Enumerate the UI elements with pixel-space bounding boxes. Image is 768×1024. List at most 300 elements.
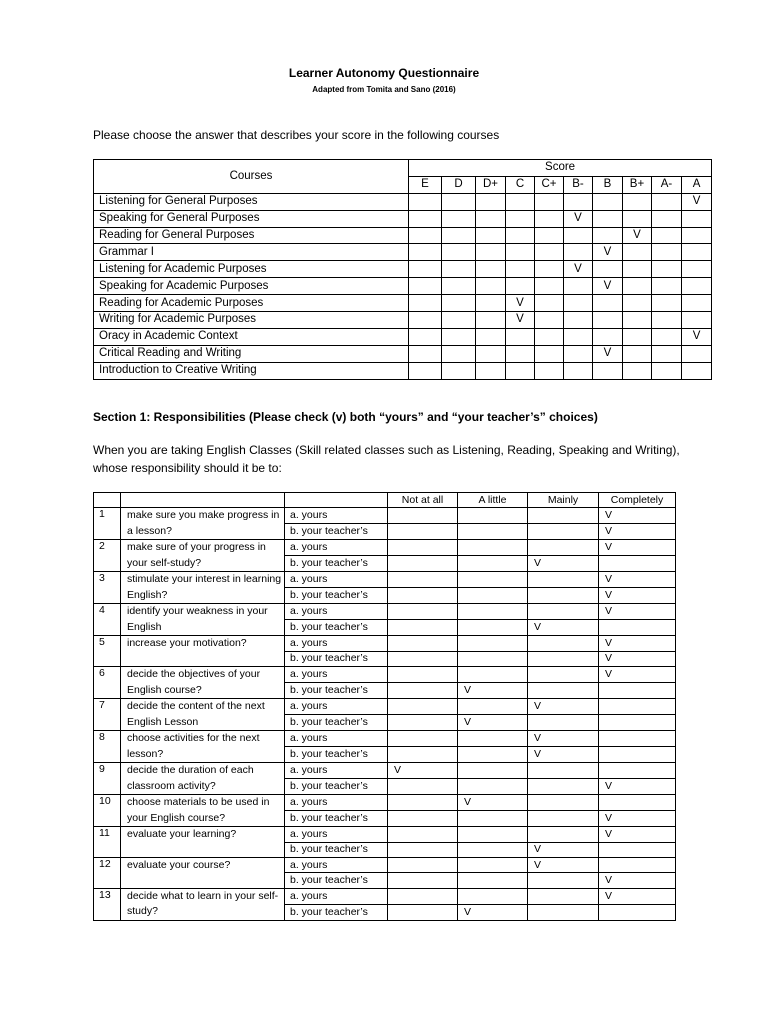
- score-cell[interactable]: [506, 278, 535, 295]
- teacher-answer-cell[interactable]: V: [528, 620, 599, 636]
- score-cell[interactable]: [442, 244, 476, 261]
- score-cell[interactable]: [476, 312, 506, 329]
- score-cell[interactable]: [442, 193, 476, 210]
- item-statement: decide the duration of each classroom activity?: [121, 763, 285, 795]
- yours-answer-cell[interactable]: [458, 636, 528, 651]
- score-cell[interactable]: [409, 295, 442, 312]
- teacher-answer-cell[interactable]: [388, 651, 458, 666]
- teacher-answer-cell[interactable]: [528, 873, 599, 888]
- teacher-answer-cell[interactable]: [528, 811, 599, 827]
- teacher-answer-cell[interactable]: [458, 524, 528, 540]
- grade-header: C+: [535, 176, 564, 193]
- yours-answer-cell[interactable]: [458, 699, 528, 715]
- yours-label: a. yours: [285, 508, 388, 524]
- teacher-answer-cell[interactable]: [599, 715, 676, 731]
- teacher-answer-cell[interactable]: [388, 904, 458, 920]
- teacher-answer-cell[interactable]: [528, 651, 599, 666]
- yours-answer-cell[interactable]: [388, 731, 458, 747]
- responsibility-row-yours: [94, 827, 676, 842]
- score-cell[interactable]: [442, 328, 476, 345]
- course-name: Listening for Academic Purposes: [94, 261, 409, 278]
- yours-label: a. yours: [285, 540, 388, 556]
- course-row: [94, 193, 712, 210]
- item-number: 9: [94, 763, 121, 795]
- score-cell[interactable]: [476, 362, 506, 379]
- score-cell[interactable]: [623, 362, 652, 379]
- yours-answer-cell[interactable]: V: [528, 731, 599, 747]
- item-statement: decide the objectives of your English course?: [121, 667, 285, 699]
- teacher-answer-cell[interactable]: V: [599, 811, 676, 827]
- score-cell[interactable]: [623, 345, 652, 362]
- responsibility-row-yours: [94, 888, 676, 904]
- score-cell[interactable]: [409, 210, 442, 227]
- item-statement: evaluate your learning?: [121, 827, 285, 858]
- teacher-label: b. your teacher’s: [285, 683, 388, 699]
- course-name: Speaking for General Purposes: [94, 210, 409, 227]
- score-cell[interactable]: [652, 295, 682, 312]
- score-cell[interactable]: [506, 210, 535, 227]
- yours-answer-cell[interactable]: [599, 857, 676, 872]
- score-cell[interactable]: [442, 362, 476, 379]
- score-cell[interactable]: [652, 312, 682, 329]
- score-cell[interactable]: V: [593, 345, 623, 362]
- yours-answer-cell[interactable]: [528, 795, 599, 811]
- score-cell[interactable]: [506, 244, 535, 261]
- course-name: Listening for General Purposes: [94, 193, 409, 210]
- yours-answer-cell[interactable]: [599, 731, 676, 747]
- score-cell[interactable]: [682, 278, 712, 295]
- score-cell[interactable]: [506, 193, 535, 210]
- yours-answer-cell[interactable]: V: [599, 508, 676, 524]
- score-cell[interactable]: [442, 278, 476, 295]
- section1-title: Section 1: Responsibilities (Please check (v) both “yours” and “your teacher’s” choices): [93, 410, 598, 424]
- yours-answer-cell[interactable]: V: [599, 572, 676, 588]
- score-cell[interactable]: [476, 295, 506, 312]
- responsibility-row-yours: [94, 540, 676, 556]
- yours-label: a. yours: [285, 636, 388, 651]
- score-table: [93, 159, 712, 380]
- yours-answer-cell[interactable]: [528, 604, 599, 620]
- score-cell[interactable]: V: [682, 328, 712, 345]
- score-cell[interactable]: V: [623, 227, 652, 244]
- yours-answer-cell[interactable]: [388, 699, 458, 715]
- score-cell[interactable]: [593, 227, 623, 244]
- frequency-header: A little: [458, 493, 528, 508]
- item-number: 6: [94, 667, 121, 699]
- score-cell[interactable]: [652, 328, 682, 345]
- course-name: Grammar I: [94, 244, 409, 261]
- score-cell[interactable]: [535, 345, 564, 362]
- yours-answer-cell[interactable]: [528, 572, 599, 588]
- score-cell[interactable]: [506, 345, 535, 362]
- score-cell[interactable]: [476, 193, 506, 210]
- yours-answer-cell[interactable]: [599, 795, 676, 811]
- teacher-answer-cell[interactable]: [458, 747, 528, 763]
- item-statement: make sure of your progress in your self-study?: [121, 540, 285, 572]
- score-cell[interactable]: V: [682, 193, 712, 210]
- score-cell[interactable]: [652, 362, 682, 379]
- teacher-answer-cell[interactable]: [528, 779, 599, 795]
- score-cell[interactable]: [682, 345, 712, 362]
- course-row: [94, 345, 712, 362]
- score-cell[interactable]: [476, 345, 506, 362]
- item-number: 12: [94, 857, 121, 888]
- score-cell[interactable]: [476, 210, 506, 227]
- score-cell[interactable]: [409, 278, 442, 295]
- course-row: [94, 278, 712, 295]
- score-cell[interactable]: [652, 278, 682, 295]
- score-cell[interactable]: [476, 328, 506, 345]
- score-cell[interactable]: [535, 328, 564, 345]
- yours-answer-cell[interactable]: [388, 572, 458, 588]
- teacher-answer-cell[interactable]: [388, 811, 458, 827]
- score-cell[interactable]: [564, 362, 593, 379]
- score-cell[interactable]: [564, 227, 593, 244]
- frequency-header: Completely: [599, 493, 676, 508]
- score-cell[interactable]: [506, 261, 535, 278]
- teacher-label: b. your teacher’s: [285, 904, 388, 920]
- score-cell[interactable]: [409, 227, 442, 244]
- score-cell[interactable]: [564, 295, 593, 312]
- score-cell[interactable]: [442, 210, 476, 227]
- score-header: Score: [409, 160, 712, 177]
- score-cell[interactable]: [442, 261, 476, 278]
- responsibility-row-yours: [94, 667, 676, 683]
- score-cell[interactable]: [564, 244, 593, 261]
- score-cell[interactable]: [593, 193, 623, 210]
- item-number: 13: [94, 888, 121, 920]
- grade-header: D: [442, 176, 476, 193]
- score-cell[interactable]: [564, 328, 593, 345]
- teacher-answer-cell[interactable]: [388, 842, 458, 857]
- score-cell[interactable]: [623, 278, 652, 295]
- course-row: [94, 261, 712, 278]
- score-cell[interactable]: [535, 295, 564, 312]
- yours-label: a. yours: [285, 604, 388, 620]
- teacher-answer-cell[interactable]: [458, 651, 528, 666]
- score-cell[interactable]: V: [564, 210, 593, 227]
- yours-answer-cell[interactable]: [388, 795, 458, 811]
- grade-header: D+: [476, 176, 506, 193]
- item-number: 7: [94, 699, 121, 731]
- score-cell[interactable]: [652, 193, 682, 210]
- who-header: [285, 493, 388, 508]
- yours-answer-cell[interactable]: [528, 888, 599, 904]
- course-row: [94, 295, 712, 312]
- teacher-answer-cell[interactable]: [458, 842, 528, 857]
- yours-answer-cell[interactable]: V: [388, 763, 458, 779]
- teacher-answer-cell[interactable]: V: [458, 715, 528, 731]
- score-cell[interactable]: V: [593, 278, 623, 295]
- yours-answer-cell[interactable]: V: [528, 699, 599, 715]
- score-cell[interactable]: [682, 362, 712, 379]
- grade-header: B+: [623, 176, 652, 193]
- teacher-answer-cell[interactable]: V: [528, 556, 599, 572]
- responsibility-row-yours: [94, 699, 676, 715]
- statement-header: [121, 493, 285, 508]
- yours-answer-cell[interactable]: [458, 572, 528, 588]
- score-cell[interactable]: [682, 227, 712, 244]
- yours-answer-cell[interactable]: [458, 763, 528, 779]
- item-statement: stimulate your interest in learning English?: [121, 572, 285, 604]
- teacher-answer-cell[interactable]: [528, 524, 599, 540]
- yours-answer-cell[interactable]: V: [599, 636, 676, 651]
- teacher-answer-cell[interactable]: V: [599, 524, 676, 540]
- score-cell[interactable]: [535, 312, 564, 329]
- responsibility-row-yours: [94, 636, 676, 651]
- score-cell[interactable]: [652, 261, 682, 278]
- responsibility-row-yours: [94, 572, 676, 588]
- yours-label: a. yours: [285, 763, 388, 779]
- yours-answer-cell[interactable]: [458, 604, 528, 620]
- yours-answer-cell[interactable]: [388, 604, 458, 620]
- course-name: Critical Reading and Writing: [94, 345, 409, 362]
- yours-answer-cell[interactable]: V: [599, 540, 676, 556]
- score-cell[interactable]: [623, 193, 652, 210]
- score-cell[interactable]: [623, 244, 652, 261]
- yours-answer-cell[interactable]: [388, 827, 458, 842]
- course-name: Reading for Academic Purposes: [94, 295, 409, 312]
- yours-answer-cell[interactable]: [528, 763, 599, 779]
- score-cell[interactable]: [652, 227, 682, 244]
- yours-answer-cell[interactable]: [528, 636, 599, 651]
- course-name: Reading for General Purposes: [94, 227, 409, 244]
- teacher-answer-cell[interactable]: [528, 683, 599, 699]
- yours-answer-cell[interactable]: [388, 667, 458, 683]
- yours-answer-cell[interactable]: [458, 508, 528, 524]
- yours-answer-cell[interactable]: [388, 508, 458, 524]
- teacher-label: b. your teacher’s: [285, 715, 388, 731]
- score-cell[interactable]: [682, 210, 712, 227]
- score-cell[interactable]: [564, 193, 593, 210]
- yours-answer-cell[interactable]: [528, 508, 599, 524]
- item-statement: increase your motivation?: [121, 636, 285, 667]
- score-cell[interactable]: [564, 312, 593, 329]
- teacher-answer-cell[interactable]: [599, 620, 676, 636]
- item-statement: choose materials to be used in your English course?: [121, 795, 285, 827]
- course-name: Oracy in Academic Context: [94, 328, 409, 345]
- score-cell[interactable]: [442, 312, 476, 329]
- teacher-answer-cell[interactable]: [458, 556, 528, 572]
- score-cell[interactable]: V: [506, 312, 535, 329]
- teacher-answer-cell[interactable]: [388, 556, 458, 572]
- yours-answer-cell[interactable]: [388, 540, 458, 556]
- yours-label: a. yours: [285, 667, 388, 683]
- teacher-answer-cell[interactable]: V: [528, 747, 599, 763]
- teacher-answer-cell[interactable]: [388, 620, 458, 636]
- teacher-label: b. your teacher’s: [285, 524, 388, 540]
- yours-answer-cell[interactable]: V: [599, 827, 676, 842]
- score-cell[interactable]: [682, 295, 712, 312]
- yours-answer-cell[interactable]: [458, 540, 528, 556]
- item-number: 11: [94, 827, 121, 858]
- yours-label: a. yours: [285, 572, 388, 588]
- yours-label: a. yours: [285, 699, 388, 715]
- score-cell[interactable]: [623, 295, 652, 312]
- score-cell[interactable]: [593, 210, 623, 227]
- teacher-label: b. your teacher’s: [285, 842, 388, 857]
- score-cell[interactable]: [564, 345, 593, 362]
- teacher-label: b. your teacher’s: [285, 873, 388, 888]
- score-cell[interactable]: [506, 362, 535, 379]
- document-title: Learner Autonomy Questionnaire: [288, 66, 480, 80]
- score-cell[interactable]: [535, 244, 564, 261]
- teacher-answer-cell[interactable]: [599, 683, 676, 699]
- score-cell[interactable]: [652, 345, 682, 362]
- teacher-answer-cell[interactable]: [458, 873, 528, 888]
- score-cell[interactable]: [409, 193, 442, 210]
- teacher-answer-cell[interactable]: [458, 811, 528, 827]
- teacher-answer-cell[interactable]: [388, 715, 458, 731]
- teacher-answer-cell[interactable]: [458, 620, 528, 636]
- score-cell[interactable]: [652, 244, 682, 261]
- teacher-answer-cell[interactable]: V: [599, 588, 676, 604]
- yours-label: a. yours: [285, 857, 388, 872]
- item-statement: choose activities for the next lesson?: [121, 731, 285, 763]
- score-cell[interactable]: [476, 227, 506, 244]
- score-cell[interactable]: [593, 261, 623, 278]
- score-cell[interactable]: [593, 328, 623, 345]
- score-cell[interactable]: [535, 210, 564, 227]
- yours-label: a. yours: [285, 731, 388, 747]
- score-cell[interactable]: [623, 312, 652, 329]
- score-cell[interactable]: [593, 312, 623, 329]
- teacher-answer-cell[interactable]: [599, 904, 676, 920]
- yours-answer-cell[interactable]: [458, 827, 528, 842]
- score-cell[interactable]: [682, 261, 712, 278]
- teacher-label: b. your teacher’s: [285, 651, 388, 666]
- teacher-answer-cell[interactable]: V: [528, 842, 599, 857]
- score-cell[interactable]: [506, 328, 535, 345]
- score-cell[interactable]: [623, 210, 652, 227]
- score-cell[interactable]: [506, 227, 535, 244]
- yours-answer-cell[interactable]: [458, 857, 528, 872]
- teacher-answer-cell[interactable]: [388, 588, 458, 604]
- teacher-answer-cell[interactable]: V: [599, 873, 676, 888]
- score-cell[interactable]: [476, 278, 506, 295]
- teacher-answer-cell[interactable]: [528, 588, 599, 604]
- score-cell[interactable]: [442, 227, 476, 244]
- responsibility-row-yours: [94, 857, 676, 872]
- yours-answer-cell[interactable]: [458, 888, 528, 904]
- score-cell[interactable]: [535, 362, 564, 379]
- score-cell[interactable]: [476, 244, 506, 261]
- teacher-answer-cell[interactable]: [388, 683, 458, 699]
- grade-header: B-: [564, 176, 593, 193]
- yours-answer-cell[interactable]: V: [458, 795, 528, 811]
- teacher-answer-cell[interactable]: [458, 779, 528, 795]
- yours-answer-cell[interactable]: [599, 699, 676, 715]
- score-cell[interactable]: [593, 295, 623, 312]
- item-number: 4: [94, 604, 121, 636]
- score-cell[interactable]: [409, 328, 442, 345]
- teacher-answer-cell[interactable]: [388, 747, 458, 763]
- score-cell[interactable]: [535, 193, 564, 210]
- item-statement: make sure you make progress in a lesson?: [121, 508, 285, 540]
- yours-answer-cell[interactable]: [388, 888, 458, 904]
- score-cell[interactable]: [652, 210, 682, 227]
- score-cell[interactable]: [442, 295, 476, 312]
- teacher-answer-cell[interactable]: [599, 747, 676, 763]
- teacher-answer-cell[interactable]: [458, 588, 528, 604]
- section1-intro: When you are taking English Classes (Skill related classes such as Listening, Reading, Speaking and Writing), whose responsibility should it be to:: [93, 443, 680, 475]
- score-cell[interactable]: V: [564, 261, 593, 278]
- item-number: 1: [94, 508, 121, 540]
- score-cell[interactable]: [409, 362, 442, 379]
- teacher-answer-cell[interactable]: [528, 904, 599, 920]
- yours-answer-cell[interactable]: [599, 763, 676, 779]
- item-number: 2: [94, 540, 121, 572]
- score-cell[interactable]: [593, 362, 623, 379]
- teacher-answer-cell[interactable]: V: [599, 779, 676, 795]
- score-cell[interactable]: [623, 328, 652, 345]
- yours-answer-cell[interactable]: [528, 540, 599, 556]
- responsibility-row-yours: [94, 604, 676, 620]
- teacher-answer-cell[interactable]: [528, 715, 599, 731]
- score-cell[interactable]: [409, 312, 442, 329]
- course-name: Writing for Academic Purposes: [94, 312, 409, 329]
- teacher-answer-cell[interactable]: [599, 842, 676, 857]
- yours-answer-cell[interactable]: V: [599, 604, 676, 620]
- score-cell[interactable]: [535, 278, 564, 295]
- grade-header: E: [409, 176, 442, 193]
- teacher-answer-cell[interactable]: [388, 524, 458, 540]
- course-row: [94, 210, 712, 227]
- grade-header: B: [593, 176, 623, 193]
- yours-answer-cell[interactable]: [388, 857, 458, 872]
- score-cell[interactable]: [535, 227, 564, 244]
- teacher-label: b. your teacher’s: [285, 588, 388, 604]
- score-cell[interactable]: [535, 261, 564, 278]
- teacher-answer-cell[interactable]: V: [458, 904, 528, 920]
- teacher-answer-cell[interactable]: [599, 556, 676, 572]
- score-cell[interactable]: [564, 278, 593, 295]
- teacher-answer-cell[interactable]: V: [599, 651, 676, 666]
- grade-header: C: [506, 176, 535, 193]
- yours-answer-cell[interactable]: [388, 636, 458, 651]
- score-cell[interactable]: V: [593, 244, 623, 261]
- frequency-header: Not at all: [388, 493, 458, 508]
- grade-header: A: [682, 176, 712, 193]
- score-cell[interactable]: [623, 261, 652, 278]
- score-cell[interactable]: [409, 345, 442, 362]
- teacher-answer-cell[interactable]: [388, 873, 458, 888]
- responsibility-row-yours: [94, 731, 676, 747]
- score-cell[interactable]: [682, 312, 712, 329]
- yours-answer-cell[interactable]: V: [599, 667, 676, 683]
- yours-answer-cell[interactable]: [458, 667, 528, 683]
- score-cell[interactable]: [442, 345, 476, 362]
- course-name: Introduction to Creative Writing: [94, 362, 409, 379]
- score-cell[interactable]: [409, 244, 442, 261]
- teacher-answer-cell[interactable]: V: [458, 683, 528, 699]
- score-cell[interactable]: [476, 261, 506, 278]
- score-cell[interactable]: [682, 244, 712, 261]
- score-cell[interactable]: V: [506, 295, 535, 312]
- yours-label: a. yours: [285, 795, 388, 811]
- grade-header: A-: [652, 176, 682, 193]
- item-statement: identify your weakness in your English: [121, 604, 285, 636]
- yours-answer-cell[interactable]: [458, 731, 528, 747]
- yours-answer-cell[interactable]: V: [528, 857, 599, 872]
- yours-answer-cell[interactable]: [528, 667, 599, 683]
- yours-answer-cell[interactable]: V: [599, 888, 676, 904]
- yours-answer-cell[interactable]: [528, 827, 599, 842]
- teacher-answer-cell[interactable]: [388, 779, 458, 795]
- course-row: [94, 244, 712, 261]
- score-cell[interactable]: [409, 261, 442, 278]
- item-number: 3: [94, 572, 121, 604]
